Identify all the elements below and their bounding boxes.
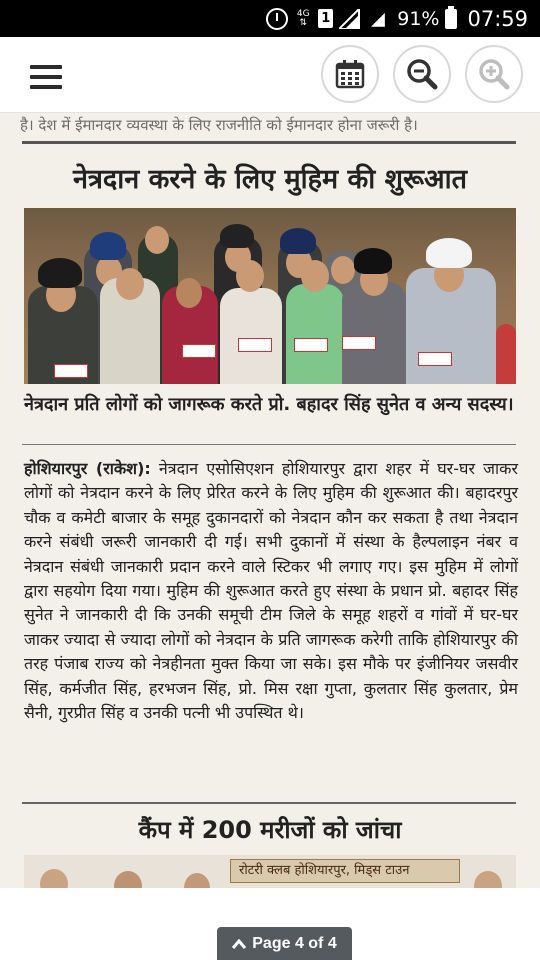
- zoom-in-button[interactable]: [465, 45, 523, 103]
- article-dateline: होशियारपुर (राकेश):: [24, 459, 151, 478]
- menu-icon[interactable]: [30, 65, 62, 89]
- divider: [22, 444, 516, 445]
- cut-off-text: है। देश में ईमानदार व्यवस्था के लिए राजनीति को ईमानदार होना जरूरी है।: [20, 116, 418, 134]
- next-article-photo: [24, 855, 516, 888]
- signal-icon: [339, 9, 365, 29]
- app-toolbar: [0, 37, 540, 113]
- article-headline: नेत्रदान करने के लिए मुहिम की शुरूआत: [72, 164, 467, 195]
- alarm-icon: [266, 8, 288, 30]
- zoom-out-icon: [406, 58, 438, 90]
- battery-percent: 91%: [397, 7, 440, 30]
- article-body-text: नेत्रदान एसोसिएशन होशियारपुर द्वारा शहर में घर-घर जाकर लोगों को नेत्रदान करने के लिए प्रेरित करने के लिए मुहिम की शुरूआत की। बहादरपुर चौक व कमेटी बाजार के समूह दुकानदारों को नेत्रदान कौन कर सकता है तथा नेत्रदान करने संबंधी जरूरी जानकारी दी गई। सभी दुकानों में संस्था के हैल्पलाइन नंबर व नेत्रदान संबंधी जानकारी प्रदान करने वाले स्टिकर भी लगाए गए। इस मुहिम में लोगों द्वारा सहयोग दिया गया। मुहिम की शुरूआत करते हुए संस्था के प्रधान प्रो. बहादर सिंह सुनेत ने जानकारी दी कि उनकी समूची टीम जिले के समूह शहरों व गांवों में घर-घर जाकर ज्यादा से ज्यादा लोगों को नेत्रदान के प्रति जागरूक करेगी ताकि होशियारपुर की तरह पंजाब राज्य को नेत्रहीनता मुक्त किया जा सके। इस मौके पर इंजीनियर जसवीर सिंह, कर्मजीत सिंह, हरभजन सिंह, प्रो. मिस रक्षा गुप्ता, कुलतार सिंह कुलतार, प्रेम सैनी, गुरप्रीत सिंह व उनकी पत्नी भी उपस्थित थे।: [24, 459, 518, 723]
- network-4g-icon: 4G ⇅: [296, 8, 310, 28]
- calendar-icon: [335, 59, 365, 89]
- sim-icon: 1: [318, 9, 333, 28]
- battery-icon: [445, 9, 457, 29]
- photo-caption: नेत्रदान प्रति लोगों को जागरूक करते प्रो. बहादर सिंह सुनेत व अन्य सदस्य।: [24, 394, 514, 415]
- divider: [22, 141, 516, 144]
- next-photo-banner: रोटरी क्लब होशियारपुर, मिड्स टाउन: [230, 859, 460, 883]
- calendar-button[interactable]: [321, 45, 379, 103]
- article-photo: [24, 208, 516, 384]
- divider: [22, 802, 516, 804]
- newspaper-clipping[interactable]: [0, 113, 540, 888]
- zoom-in-icon: [478, 58, 510, 90]
- next-article-headline: कैंप में 200 मरीजों को जांचा: [138, 816, 402, 844]
- page-indicator-label: Page 4 of 4: [252, 934, 337, 952]
- article-body: [24, 457, 518, 725]
- chevron-up-icon: [232, 939, 246, 949]
- signal-icon-2: [371, 9, 391, 29]
- status-bar: [0, 0, 540, 37]
- zoom-out-button[interactable]: [393, 45, 451, 103]
- network-label: 4G: [296, 8, 310, 19]
- page-indicator[interactable]: [217, 927, 352, 960]
- clock: 07:59: [467, 6, 528, 31]
